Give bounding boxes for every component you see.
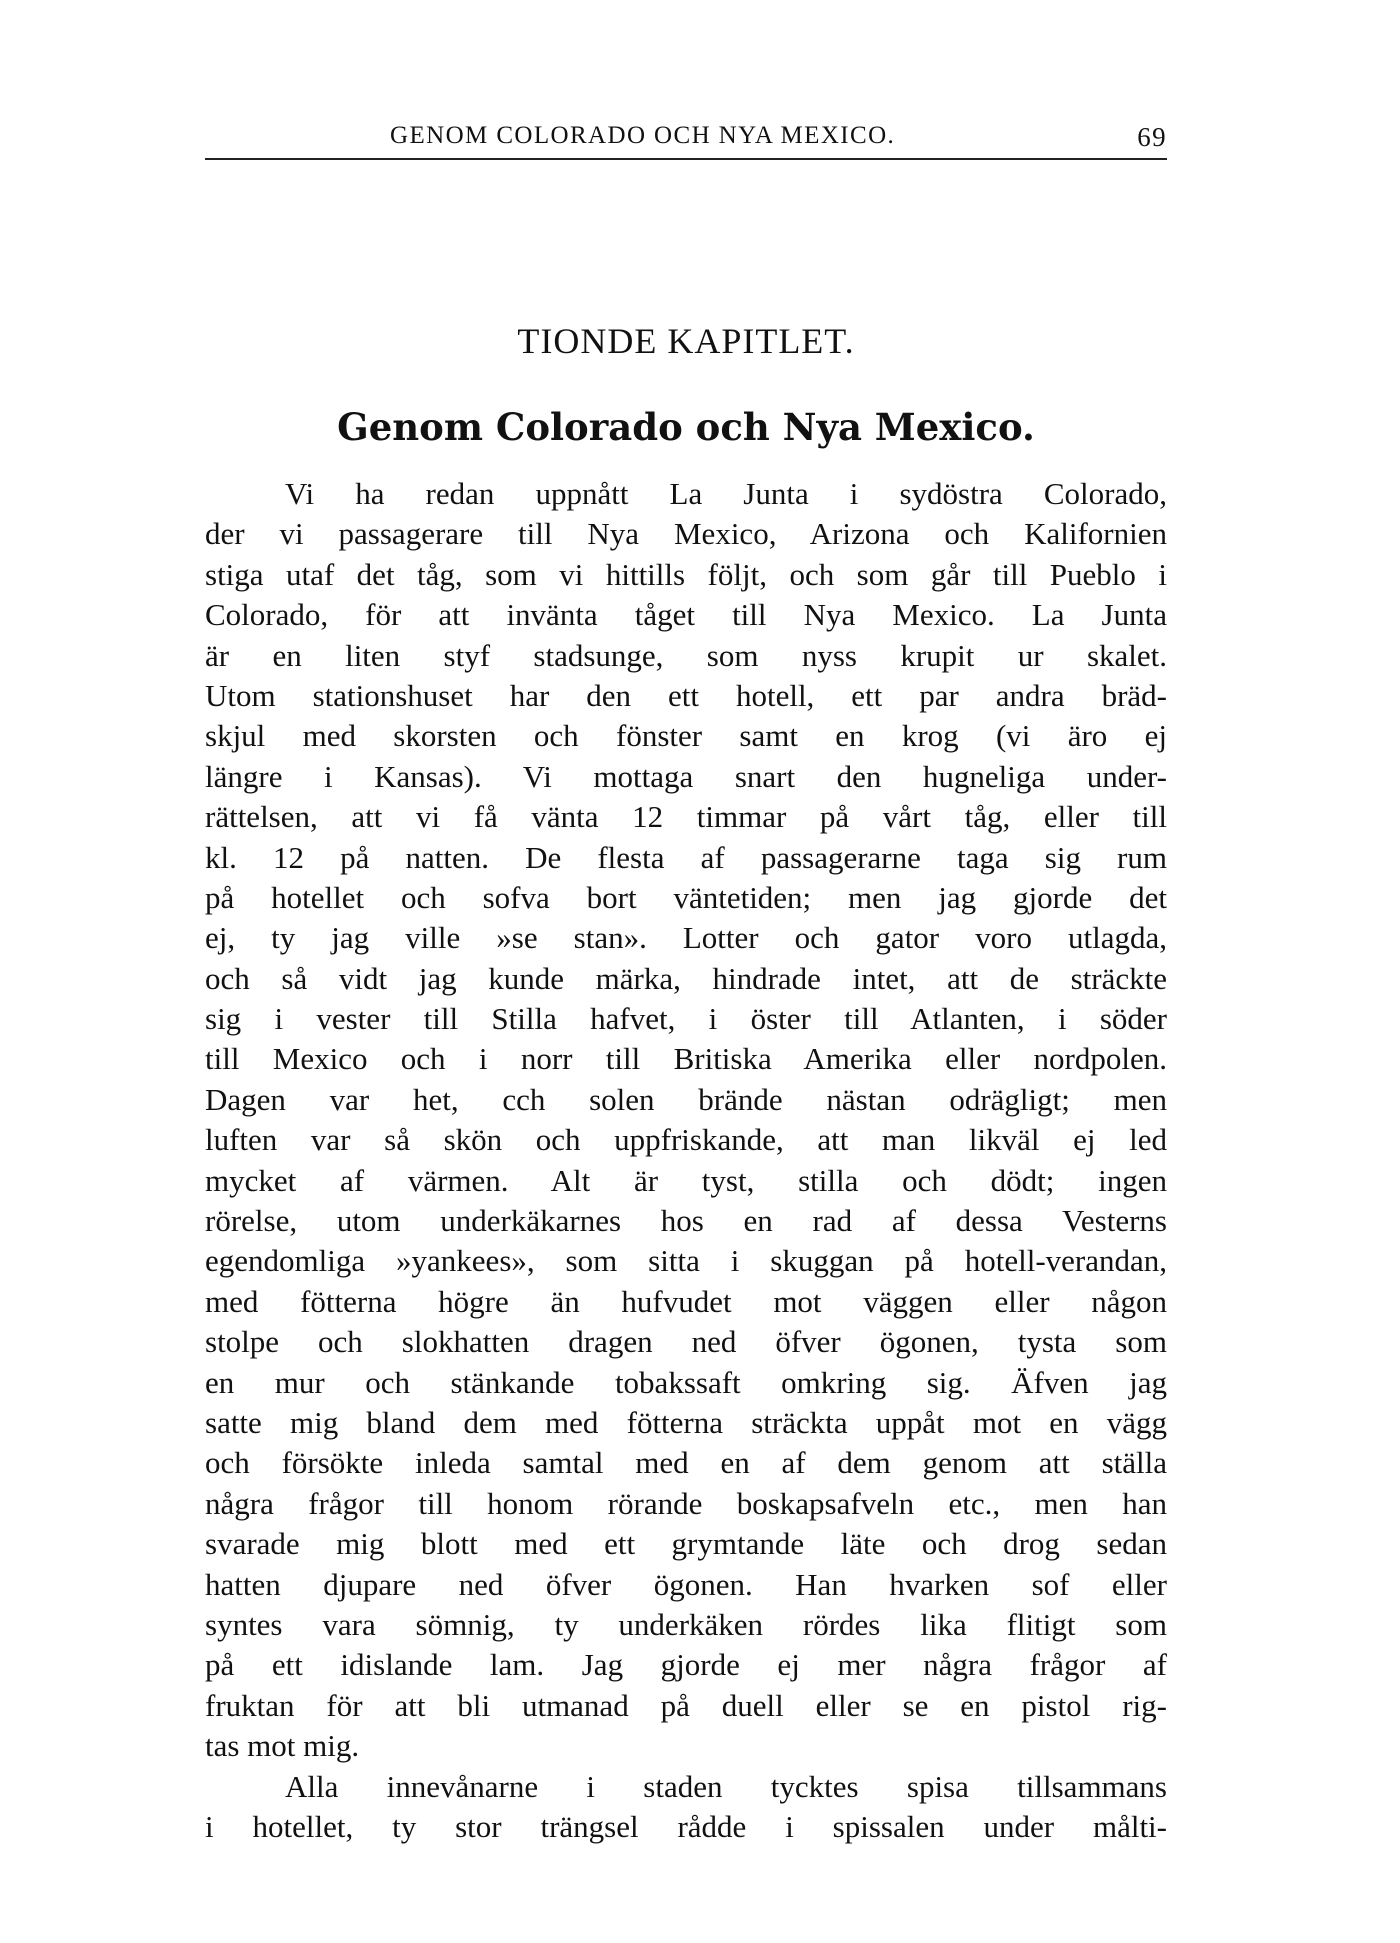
text-line: till Mexico och i norr till Britiska Amerika eller nordpolen. [205,1041,1167,1077]
text-line: en mur och stänkande tobakssaft omkring sig. Äfven jag [205,1364,1167,1400]
text-line: med fötterna högre än hufvudet mot väggen eller någon [205,1283,1167,1319]
page-number: 69 [1137,122,1167,152]
text-line: hatten djupare ned öfver ögonen. Han hvarken sof eller [205,1566,1167,1602]
text-line: tas mot mig. [205,1728,360,1764]
chapter-number: TIONDE KAPITLET. [517,321,855,361]
text-line: Utom stationshuset har den ett hotell, ett par andra bräd- [205,677,1167,713]
text-line: svarade mig blott med ett grymtande läte och drog sedan [205,1526,1167,1562]
text-line: Vi ha redan uppnått La Junta i sydöstra Colorado, [285,476,1167,511]
text-line: och så vidt jag kunde märka, hindrade intet, att de sträckte [205,960,1167,996]
text-line: syntes vara sömnig, ty underkäken rördes lika flitigt som [205,1606,1167,1642]
text-line: och försökte inleda samtal med en af dem genom att ställa [205,1445,1167,1481]
text-line: rättelsen, att vi få vänta 12 timmar på vårt tåg, eller till [205,799,1167,835]
text-line: ej, ty jag ville »se stan». Lotter och gator voro utlagda, [205,920,1167,956]
text-line: stolpe och slokhatten dragen ned öfver ögonen, tysta som [205,1324,1167,1360]
text-line: längre i Kansas). Vi mottaga snart den hugneliga under- [205,758,1167,794]
text-line: Alla innevånarne i staden tycktes spisa tillsammans [285,1768,1167,1804]
chapter-title: Genom Colorado och Nya Mexico. [337,405,1035,449]
text-line: fruktan för att bli utmanad på duell eller se en pistol rig- [205,1687,1167,1723]
text-line: mycket af värmen. Alt är tyst, stilla och dödt; ingen [205,1162,1167,1198]
text-line: i hotellet, ty stor trängsel rådde i spissalen under målti- [205,1808,1167,1844]
text-line: luften var så skön och uppfriskande, att man likväl ej led [205,1122,1167,1158]
text-line: på ett idislande lam. Jag gjorde ej mer några frågor af [205,1647,1167,1683]
text-line: egendomliga »yankees», som sitta i skuggan på hotell-verandan, [205,1243,1167,1279]
text-line: Colorado, för att invänta tåget till Nya Mexico. La Junta [205,597,1167,633]
text-line: kl. 12 på natten. De flesta af passagerarne taga sig rum [205,839,1167,875]
text-line: några frågor till honom rörande boskapsafveln etc., men han [205,1485,1167,1521]
text-line: sig i vester till Stilla hafvet, i öster till Atlanten, i söder [205,1001,1167,1037]
header-rule [205,158,1167,160]
text-line: rörelse, utom underkäkarnes hos en rad af dessa Vesterns [205,1203,1167,1239]
text-line: der vi passagerare till Nya Mexico, Arizona och Kalifornien [205,516,1167,552]
running-title: GENOM COLORADO OCH NYA MEXICO. [390,122,896,149]
text-line: stiga utaf det tåg, som vi hittills följt, och som går till Pueblo i [205,556,1167,592]
text-line: Dagen var het, cch solen brände nästan odrägligt; men [205,1081,1167,1117]
body-text [205,474,1167,1847]
text-line: på hotellet och sofva bort väntetiden; men jag gjorde det [205,879,1167,915]
text-line: satte mig bland dem med fötterna sträckta uppåt mot en vägg [205,1404,1167,1440]
running-head [205,118,1167,158]
text-line: är en liten styf stadsunge, som nyss krupit ur skalet. [205,637,1167,673]
text-line: skjul med skorsten och fönster samt en krog (vi äro ej [205,718,1167,754]
